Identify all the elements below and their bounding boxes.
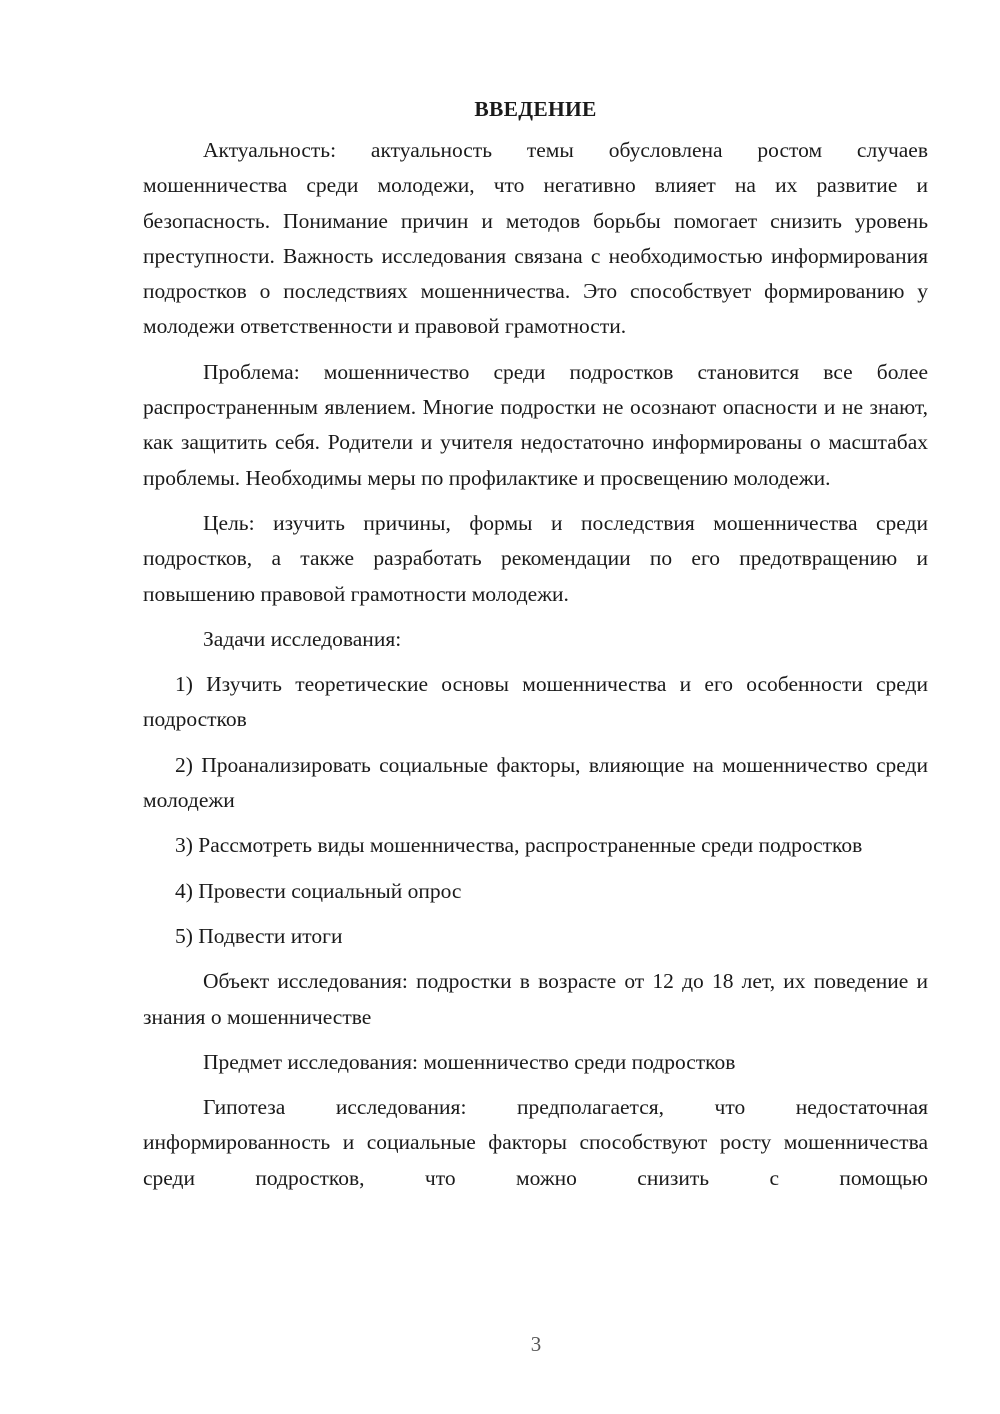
paragraph-problem: Проблема: мошенничество среди подростков становится все более распространенным явлением. Многие подростки не осознают опасности и не знают, как защитить себя. Родители и учителя недостаточно информированы о масштабах проблемы. Необходимы меры по профилактике и просвещению молодежи. [143, 359, 928, 490]
list-item-task-4: 4) Провести социальный опрос [175, 878, 462, 903]
list-item-task-1: 1) Изучить теоретические основы мошенничества и его особенности среди подростков [143, 672, 928, 732]
list-item-task-2: 2) Проанализировать социальные факторы, влияющие на мошенничество среди молодежи [143, 752, 928, 813]
list-item-task-3: 3) Рассмотреть виды мошенничества, распространенные среди подростков [175, 833, 863, 858]
list-item-task-5: 5) Подвести итоги [175, 923, 343, 948]
paragraph-object: Объект исследования: подростки в возрасте от 12 до 18 лет, их поведение и знания о мошенничестве [143, 969, 928, 1029]
tasks-heading: Задачи исследования: [203, 626, 402, 651]
page-title: ВВЕДЕНИЕ [474, 97, 597, 121]
paragraph-goal: Цель: изучить причины, формы и последствия мошенничества среди подростков, а также разработать рекомендации по его предотвращению и повышению правовой грамотности молодежи. [143, 510, 928, 606]
document-page [143, 92, 928, 1206]
page-number: 3 [530, 1332, 542, 1356]
paragraph-relevance: Актуальность: актуальность темы обусловлена ростом случаев мошенничества среди молодежи, что негативно влияет на их развитие и безопасность. Понимание причин и методов борьбы помогает снизить уровень преступности. Важность исследования связана с необходимостью информирования подростков о последствиях мошенничества. Это способствует формированию у молодежи ответственности и правовой грамотности. [143, 138, 928, 339]
paragraph-hypothesis: Гипотеза исследования: предполагается, что недостаточная информированность и социальные факторы способствуют росту мошенничества среди подростков, что можно снизить с помощью [143, 1095, 928, 1190]
paragraph-subject: Предмет исследования: мошенничество среди подростков [203, 1049, 736, 1074]
